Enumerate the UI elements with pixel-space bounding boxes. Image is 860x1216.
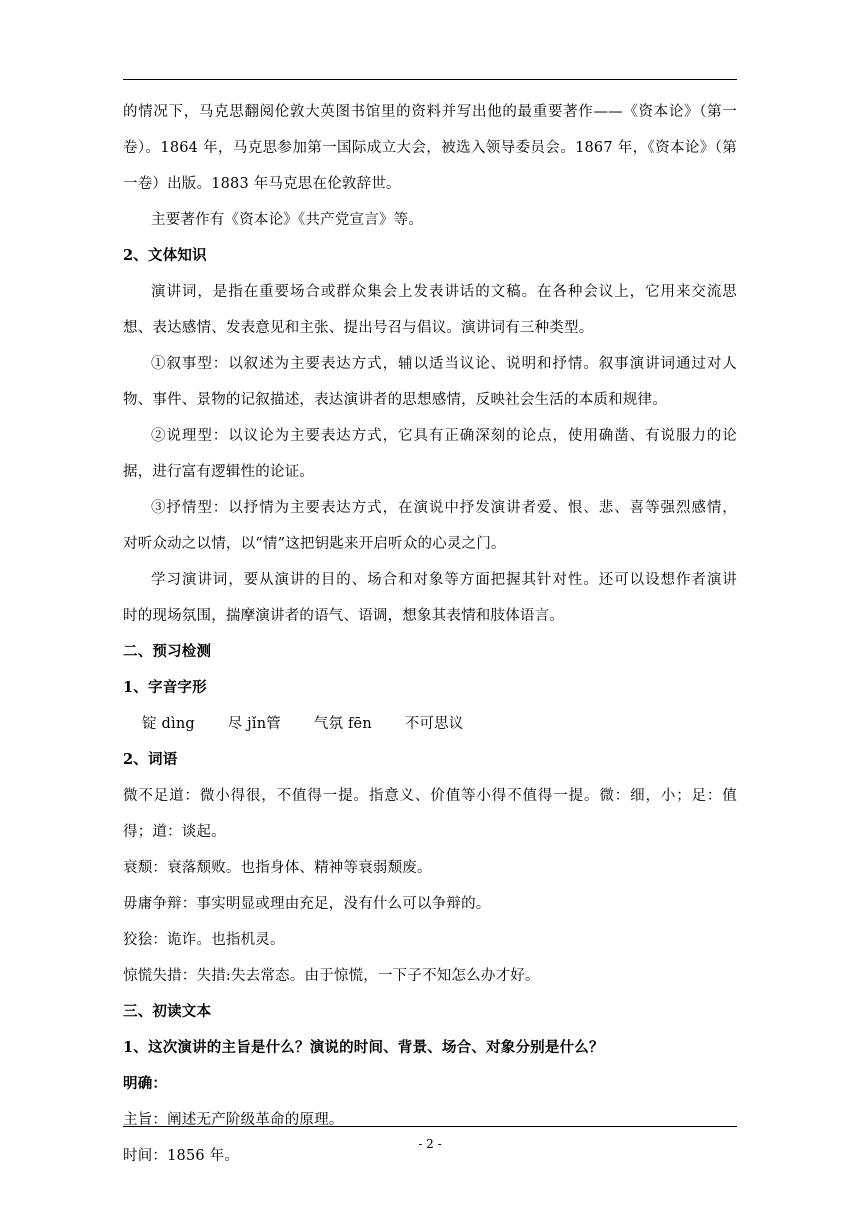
paragraph-line: 毋庸争辩：事实明显或理由充足，没有什么可以争辩的。 [123,896,491,912]
section-heading: 二、预习检测 [123,643,212,660]
paragraph-line: ③抒情型：以抒情为主要表达方式，在演说中抒发演讲者爱、恨、悲、喜等强烈感情， [151,500,737,516]
paragraph-line: 学习演讲词，要从演讲的目的、场合和对象等方面把握其针对性。还可以设想作者演讲 [151,572,737,588]
paragraph-line: 一卷）出版。1883 年马克思在伦敦辞世。 [123,176,401,192]
paragraph-line: 想、表达感情、发表意见和主张、提出号召与倡议。演讲词有三种类型。 [123,320,594,336]
paragraph-line: 主要著作有《资本论》《共产党宣言》等。 [151,212,424,228]
paragraph-line: ①叙事型：以叙述为主要表达方式，辅以适当议论、说明和抒情。叙事演讲词通过对人 [151,356,737,372]
paragraph-line: 卷）。1864 年，马克思参加第一国际成立大会，被选入领导委员会。1867 年，《资本论》（第 [123,140,737,156]
footer-rule [123,1126,737,1127]
subsection-heading: 1、字音字形 [123,679,207,696]
paragraph-line: 主旨：阐述无产阶级革命的原理。 [123,1112,344,1128]
paragraph-line: 演讲词，是指在重要场合或群众集会上发表讲话的文稿。在各种会议上，它用来交流思 [151,284,737,300]
paragraph-line: 衰颓：衰落颓败。也指身体、精神等衰弱颓废。 [123,860,432,876]
paragraph-line: 得；道：谈起。 [123,824,226,840]
pinyin-row [123,714,737,734]
paragraph-line: 对听众动之以情，以“情”这把钥匙来开启听众的心灵之门。 [123,536,506,552]
pinyin-item: 尽 jǐn管 [227,716,281,732]
paragraph-line: 微不足道：微小得很，不值得一提。指意义、价值等小得不值得一提。微：细，小；足：值 [123,788,737,804]
answer-label: 明确： [123,1075,168,1092]
paragraph-line: 时的现场氛围，揣摩演讲者的语气、语调，想象其表情和肢体语言。 [123,608,564,624]
question-heading: 1、这次演讲的主旨是什么？演说的时间、背景、场合、对象分别是什么？ [123,1039,604,1056]
section-heading: 三、初读文本 [123,1003,212,1020]
header-rule [123,79,737,80]
subsection-heading: 2、词语 [123,751,178,768]
page-number: - 2 - [418,1137,442,1151]
paragraph-line: ②说理型：以议论为主要表达方式，它具有正确深刻的论点，使用确凿、有说服力的论 [151,428,737,444]
pinyin-item: 气氛 fēn [313,716,372,732]
paragraph-line: 狡狯：诡诈。也指机灵。 [123,932,285,948]
paragraph-line: 据，进行富有逻辑性的论证。 [123,464,315,480]
pinyin-item: 不可思议 [404,716,464,732]
paragraph-line: 惊慌失措：失措:失去常态。由于惊慌，一下子不知怎么办才好。 [123,968,540,984]
paragraph-line: 时间：1856 年。 [123,1148,240,1164]
section-heading: 2、文体知识 [123,247,207,264]
paragraph-line: 的情况下，马克思翻阅伦敦大英图书馆里的资料并写出他的最重要著作——《资本论》（第一 [123,104,737,120]
paragraph-line: 物、事件、景物的记叙描述，表达演讲者的思想感情，反映社会生活的本质和规律。 [123,392,667,408]
pinyin-item: 锭 dìng [142,716,195,732]
